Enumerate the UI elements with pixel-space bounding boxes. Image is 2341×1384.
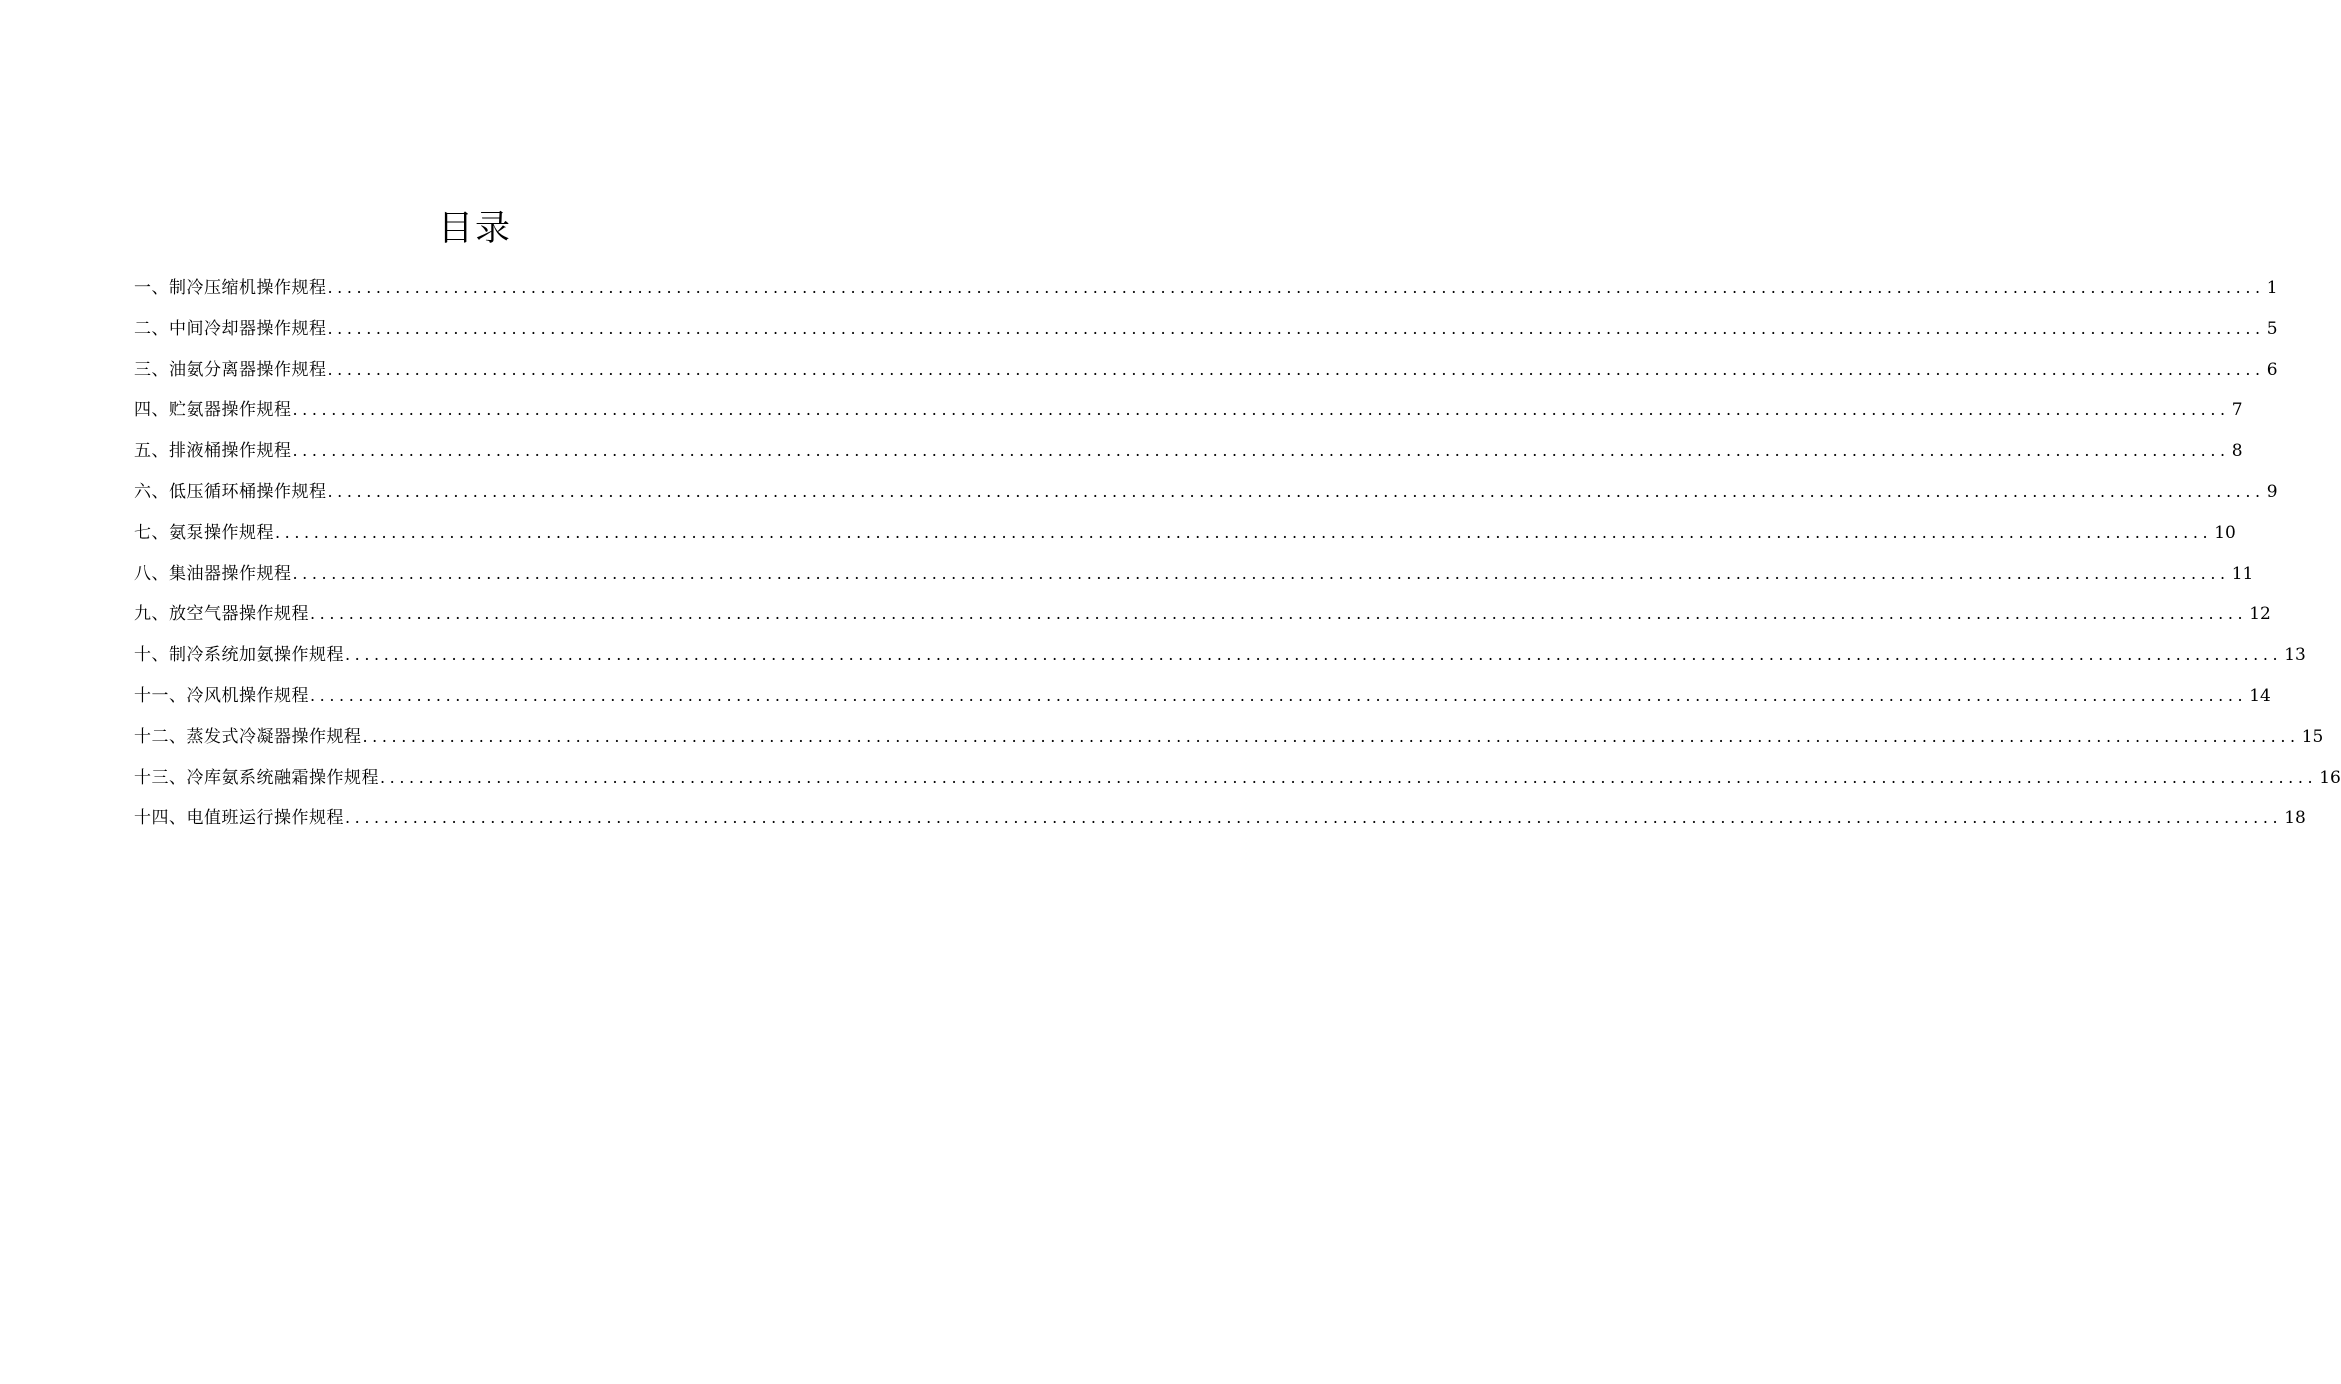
toc-entry-label: 十、制冷系统加氨操作规程 bbox=[134, 645, 344, 666]
toc-entry[interactable] bbox=[134, 554, 2254, 595]
toc-entry[interactable] bbox=[134, 390, 2243, 431]
toc-leader-dots: ........................................................................................................................................................................................................ bbox=[327, 318, 2265, 338]
toc-page-number: 14 bbox=[2249, 685, 2271, 706]
toc-page-number: 1 bbox=[2266, 278, 2278, 298]
toc-entry-label: 五、排液桶操作规程 bbox=[134, 441, 292, 462]
toc-leader-dots: ........................................................................................................................................................................................................ bbox=[310, 685, 2248, 705]
toc-page-number: 9 bbox=[2266, 481, 2278, 502]
toc-entry-label: 六、低压循环桶操作规程 bbox=[134, 481, 327, 502]
toc-entry[interactable] bbox=[134, 472, 2278, 513]
toc-entry[interactable] bbox=[134, 350, 2278, 391]
toc-list bbox=[134, 268, 2341, 839]
toc-leader-dots: ........................................................................................................................................................................................................ bbox=[362, 726, 2300, 746]
toc-entry[interactable] bbox=[134, 431, 2243, 472]
toc-page-number: 7 bbox=[2231, 400, 2243, 421]
toc-leader-dots: ........................................................................................................................................................................................................ bbox=[327, 481, 2265, 501]
toc-entry-label: 三、油氨分离器操作规程 bbox=[134, 359, 327, 380]
toc-page-number: 6 bbox=[2266, 359, 2278, 380]
toc-entry-label: 十二、蒸发式冷凝器操作规程 bbox=[134, 726, 362, 747]
toc-page-number: 5 bbox=[2266, 318, 2278, 339]
toc-entry[interactable] bbox=[134, 268, 2278, 309]
toc-entry-label: 八、集油器操作规程 bbox=[134, 563, 292, 584]
toc-page-number: 18 bbox=[2284, 808, 2306, 829]
toc-entry-label: 七、氨泵操作规程 bbox=[134, 522, 274, 543]
toc-leader-dots: ........................................................................................................................................................................................................ bbox=[292, 441, 2230, 461]
toc-page-number: 8 bbox=[2231, 441, 2243, 462]
toc-entry[interactable] bbox=[134, 635, 2306, 676]
toc-leader-dots: ........................................................................................................................................................................................................ bbox=[327, 359, 2265, 379]
toc-entry-label: 十四、电值班运行操作规程 bbox=[134, 808, 344, 829]
toc-leader-dots: ........................................................................................................................................................................................................ bbox=[275, 522, 2213, 542]
toc-page-number: 12 bbox=[2249, 604, 2271, 625]
toc-leader-dots: ........................................................................................................................................................................................................ bbox=[310, 604, 2248, 624]
toc-entry-label: 九、放空气器操作规程 bbox=[134, 604, 309, 625]
toc-entry[interactable] bbox=[134, 676, 2271, 717]
toc-page-number: 15 bbox=[2301, 726, 2324, 747]
toc-entry-label: 四、贮氨器操作规程 bbox=[134, 400, 292, 421]
toc-entry[interactable] bbox=[134, 309, 2278, 350]
toc-page-number: 11 bbox=[2231, 563, 2254, 584]
toc-page-number: 10 bbox=[2214, 522, 2236, 543]
toc-page-number: 13 bbox=[2284, 645, 2306, 666]
toc-entry[interactable] bbox=[134, 758, 2341, 799]
toc-entry[interactable] bbox=[134, 717, 2324, 758]
toc-entry-label: 一、制冷压缩机操作规程 bbox=[134, 278, 327, 298]
toc-title: 目录 bbox=[437, 209, 512, 249]
toc-leader-dots: ........................................................................................................................................................................................................ bbox=[292, 400, 2230, 420]
toc-entry-label: 十一、冷风机操作规程 bbox=[134, 685, 309, 706]
toc-entry[interactable] bbox=[134, 798, 2306, 839]
toc-page-number: 16 bbox=[2319, 767, 2341, 788]
toc-entry[interactable] bbox=[134, 513, 2236, 554]
toc-leader-dots: ........................................................................................................................................................................................................ bbox=[345, 808, 2283, 828]
toc-leader-dots: ........................................................................................................................................................................................................ bbox=[292, 563, 2230, 583]
toc-leader-dots: ........................................................................................................................................................................................................ bbox=[345, 645, 2283, 665]
toc-entry-label: 十三、冷库氨系统融霜操作规程 bbox=[134, 767, 379, 788]
toc-leader-dots: ........................................................................................................................................................................................................ bbox=[327, 278, 2265, 297]
toc-leader-dots: ........................................................................................................................................................................................................ bbox=[380, 767, 2318, 787]
toc-entry-label: 二、中间冷却器操作规程 bbox=[134, 318, 327, 339]
toc-entry[interactable] bbox=[134, 594, 2271, 635]
